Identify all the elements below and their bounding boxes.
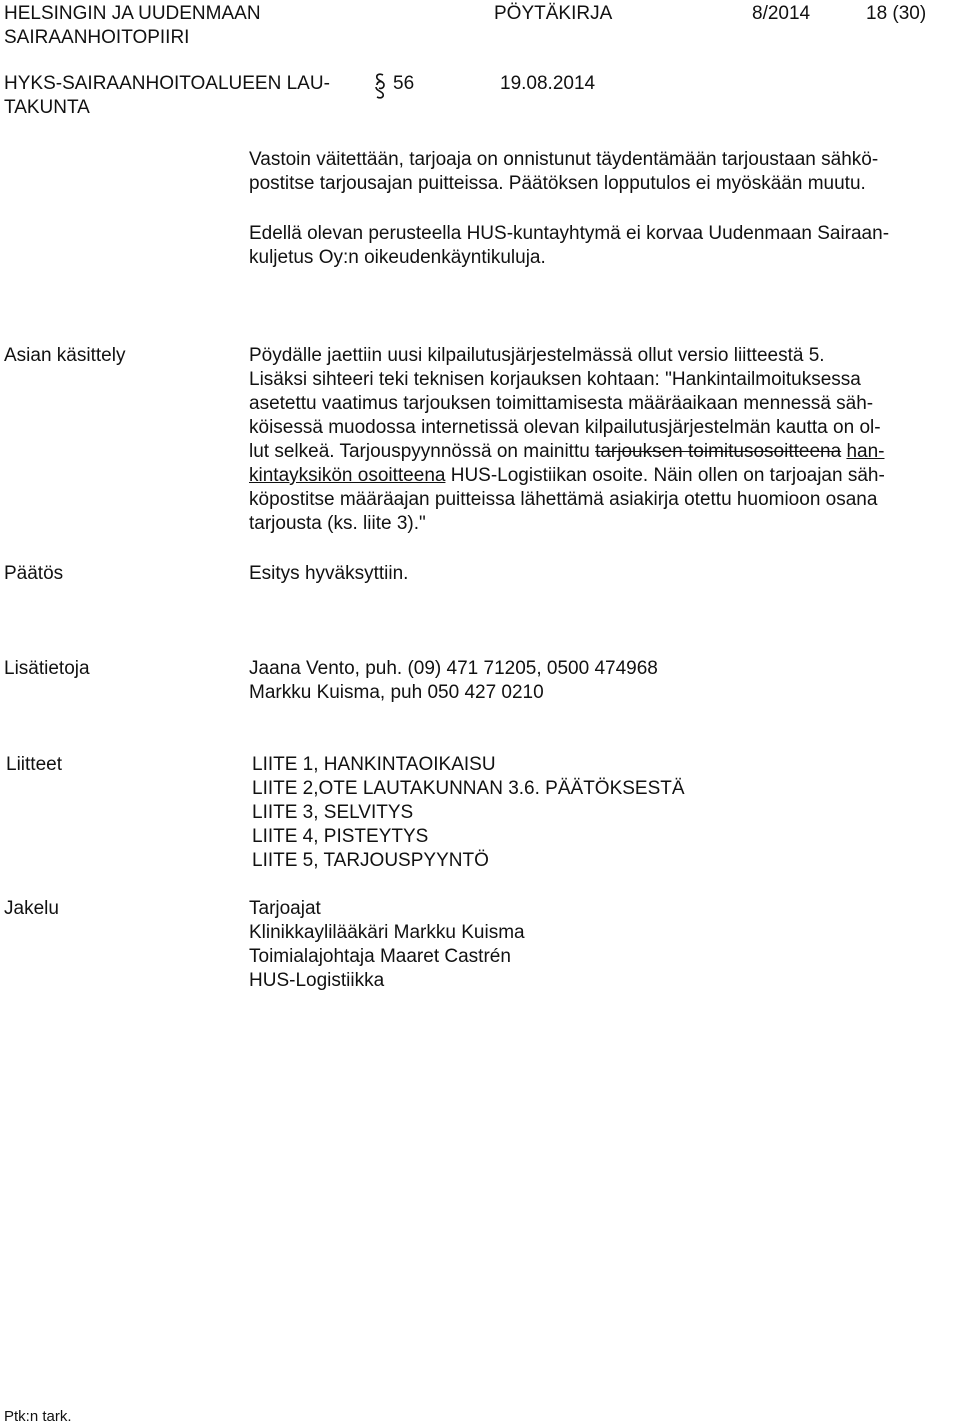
attachment-item-3: LIITE 3, SELVITYS xyxy=(252,802,414,823)
unit-name-line2: TAKUNTA xyxy=(4,97,90,118)
liitteet-label: Liitteet xyxy=(6,754,62,775)
asian-kasittely-line-5 xyxy=(249,440,884,464)
section-number: 56 xyxy=(393,73,415,94)
footer-note: Ptk:n tark. xyxy=(4,1408,72,1425)
paatos-label: Päätös xyxy=(4,563,64,584)
asian-kasittely-line-7: köpostitse määräajan puitteissa lähettämä asiakirja otettu huomioon osana xyxy=(249,489,878,510)
asian-kasittely-line-8: tarjousta (ks. liite 3)." xyxy=(249,513,426,534)
underlined-text-1: han- xyxy=(846,441,885,462)
org-name-line2: SAIRAANHOITOPIIRI xyxy=(4,27,190,48)
intro-line-1: Vastoin väitettään, tarjoaja on onnistunut täydentämään tarjoustaan sähkö- xyxy=(249,149,879,170)
contact-line-2: Markku Kuisma, puh 050 427 0210 xyxy=(249,682,544,703)
asian-kasittely-line-4: köisessä muodossa internetissä olevan kilpailutusjärjestelmän kautta on ol- xyxy=(249,417,881,438)
contact-line-1: Jaana Vento, puh. (09) 471 71205, 0500 474968 xyxy=(249,658,658,679)
paatos-text: Esitys hyväksyttiin. xyxy=(249,563,409,584)
doc-number: 8/2014 xyxy=(752,3,811,24)
attachment-item-2: LIITE 2,OTE LAUTAKUNNAN 3.6. PÄÄTÖKSESTÄ xyxy=(252,778,685,799)
distribution-item-4: HUS-Logistiikka xyxy=(249,970,385,991)
attachment-item-4: LIITE 4, PISTEYTYS xyxy=(252,826,429,847)
jakelu-label: Jakelu xyxy=(4,898,59,919)
struck-text: tarjouksen toimitusosoitteena xyxy=(595,441,842,462)
section-sign-icon xyxy=(374,72,386,100)
distribution-item-2: Klinikkaylilääkäri Markku Kuisma xyxy=(249,922,525,943)
intro-line-2: postitse tarjousajan puitteissa. Päätöksen lopputulos ei myöskään muutu. xyxy=(249,173,866,194)
underlined-text-2: kintayksikön osoitteena xyxy=(249,465,446,486)
unit-name-line1: HYKS-SAIRAANHOITOALUEEN LAU- xyxy=(4,73,330,94)
org-name-line1: HELSINGIN JA UUDENMAAN xyxy=(4,3,261,24)
lisatietoja-label: Lisätietoja xyxy=(4,658,90,679)
asian-kasittely-line-2: Lisäksi sihteeri teki teknisen korjauksen kohtaan: "Hankintailmoituksessa xyxy=(249,369,861,390)
asian-kasittely-line-5-start: lut selkeä. xyxy=(249,441,335,462)
attachment-item-5: LIITE 5, TARJOUSPYYNTÖ xyxy=(252,850,489,871)
intro-line-4: kuljetus Oy:n oikeudenkäyntikuluja. xyxy=(249,247,546,268)
distribution-item-3: Toimialajohtaja Maaret Castrén xyxy=(249,946,511,967)
attachment-item-1: LIITE 1, HANKINTAOIKAISU xyxy=(252,754,496,775)
meeting-date: 19.08.2014 xyxy=(500,73,596,94)
asian-kasittely-line-6-start: Tarjouspyynnössä on mainittu xyxy=(339,441,596,462)
intro-line-3: Edellä olevan perusteella HUS-kuntayhtymä ei korvaa Uudenmaan Sairaan- xyxy=(249,223,890,244)
doc-type: PÖYTÄKIRJA xyxy=(494,3,613,24)
asian-kasittely-line-6-rest: HUS-Logistiikan osoite. Näin ollen on tarjoajan säh- xyxy=(445,465,885,486)
asian-kasittely-line-1: Pöydälle jaettiin uusi kilpailutusjärjestelmässä ollut versio liitteestä 5. xyxy=(249,345,825,366)
asian-kasittely-label: Asian käsittely xyxy=(4,345,126,366)
asian-kasittely-line-3: asetettu vaatimus tarjouksen toimittamisesta määräaikaan mennessä säh- xyxy=(249,393,874,414)
page-number: 18 (30) xyxy=(866,3,927,24)
asian-kasittely-line-6 xyxy=(249,464,885,488)
distribution-item-1: Tarjoajat xyxy=(249,898,321,919)
